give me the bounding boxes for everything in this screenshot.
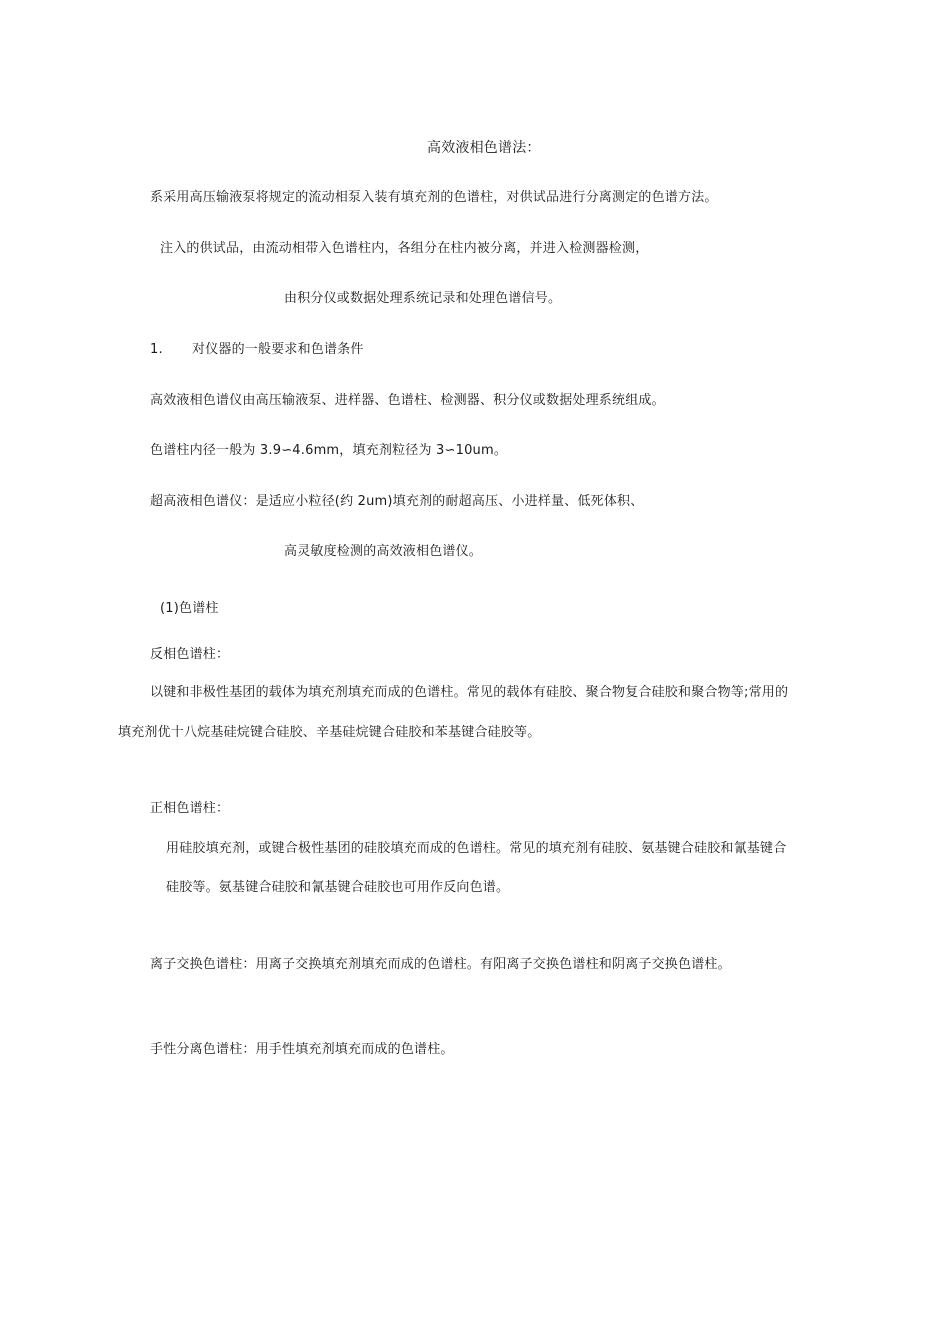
column-dimensions: 色谱柱内径一般为 3.9∽4.6mm，填充剂粒径为 3∽10um。 (150, 443, 508, 458)
intro-line-1: 系采用高压输液泵将规定的流动相泵入装有填充剂的色谱柱，对供试品进行分离测定的色谱方法。 (150, 190, 718, 205)
instrument-composition: 高效液相色谱仪由高压输液泵、进样器、色谱柱、检测器、积分仪或数据处理系统组成。 (150, 393, 665, 408)
document-title: 高效液相色谱法： (427, 140, 541, 156)
reversed-phase-label: 反相色谱柱： (150, 647, 230, 662)
intro-line-3: 由积分仪或数据处理系统记录和处理色谱信号。 (284, 291, 562, 306)
normal-phase-text-2: 硅胶等。氨基键合硅胶和氰基键合硅胶也可用作反向色谱。 (166, 880, 510, 895)
chiral-column: 手性分离色谱柱：用手性填充剂填充而成的色谱柱。 (150, 1042, 454, 1057)
uhplc-line-2: 高灵敏度检测的高效液相色谱仪。 (284, 544, 483, 559)
section-1-heading: 对仪器的一般要求和色谱条件 (192, 342, 364, 357)
intro-line-2: 注入的供试品，由流动相带入色谱柱内，各组分在柱内被分离，并进入检测器检测， (160, 241, 649, 256)
normal-phase-text-1: 用硅胶填充剂，或键合极性基团的硅胶填充而成的色谱柱。常见的填充剂有硅胶、氨基键合硅胶和氰基键合 (166, 841, 787, 856)
ion-exchange-column: 离子交换色谱柱：用离子交换填充剂填充而成的色谱柱。有阳离子交换色谱柱和阴离子交换色谱柱。 (150, 957, 731, 972)
subsection-heading-columns: (1)色谱柱 (160, 601, 219, 616)
reversed-phase-text-1: 以键和非极性基团的载体为填充剂填充而成的色谱柱。常见的载体有硅胶、聚合物复合硅胶和聚合物等;常用的 (150, 685, 789, 700)
uhplc-line-1: 超高液相色谱仪：是适应小粒径(约 2um)填充剂的耐超高压、小进样量、低死体积、 (150, 494, 644, 509)
reversed-phase-text-2: 填充剂优十八烷基硅烷键合硅胶、辛基硅烷键合硅胶和苯基键合硅胶等。 (118, 725, 541, 740)
section-1-number: 1. (150, 342, 163, 357)
normal-phase-label: 正相色谱柱： (150, 801, 230, 816)
